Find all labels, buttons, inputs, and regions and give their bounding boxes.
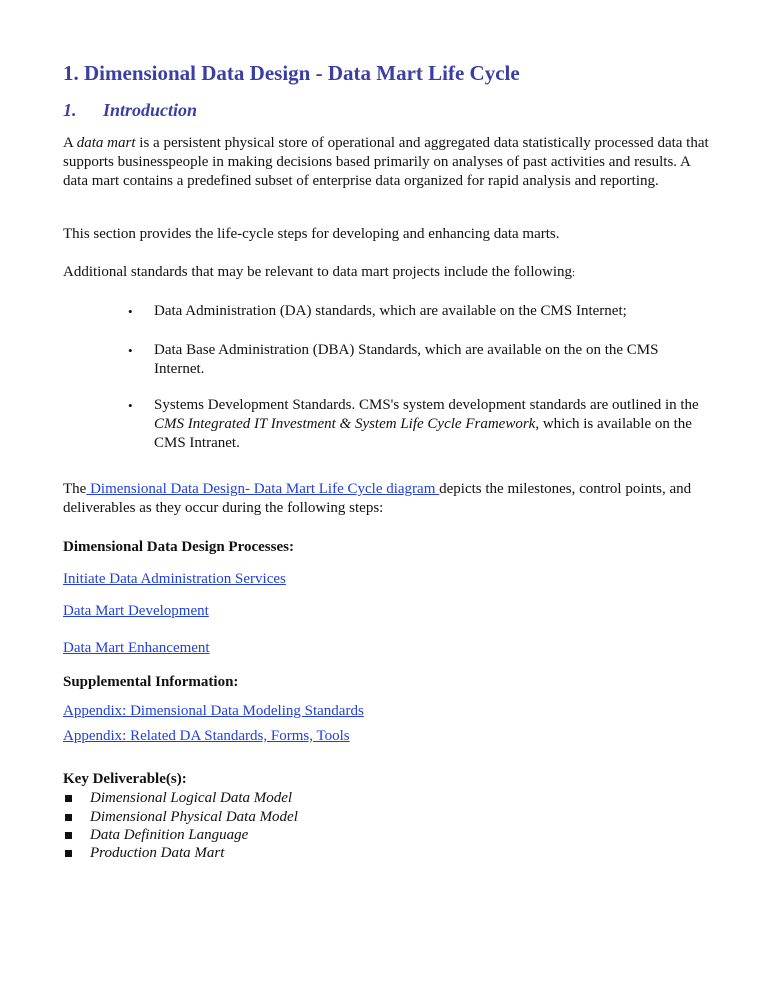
additional-standards-intro	[63, 263, 713, 283]
deliverable-item: Production Data Mart	[90, 845, 225, 861]
bullet-text-framework: CMS Integrated IT Investment & System Life Cycle Framework	[154, 416, 536, 432]
deliverable-item: Dimensional Physical Data Model	[90, 809, 298, 825]
deliverables-heading: Key Deliverable(s):	[63, 771, 187, 787]
intro-rest: is a persistent physical store of operational and aggregated data statistically processed data that supports businesspeople in making decisions based primarily on analyses of past activities and results. A data mart contains a predefined subset of enterprise data organized for rapid analysis and reporting.	[63, 135, 709, 189]
diagram-pre: The	[63, 481, 87, 497]
supplemental-heading: Supplemental Information:	[63, 674, 239, 690]
data-mart-development-link[interactable]: Data Mart Development	[63, 603, 209, 619]
bullet-text-pre: Systems Development Standards. CMS's system development standards are outlined in the	[154, 397, 699, 413]
additional-text: Additional standards that may be relevant to data mart projects include the following	[63, 264, 573, 280]
section-number: 1.	[63, 100, 77, 120]
diagram-link[interactable]: Dimensional Data Design- Data Mart Life Cycle diagram	[86, 481, 440, 497]
section-description: This section provides the life-cycle steps for developing and enhancing data marts.	[63, 226, 560, 242]
diagram-post: depicts the milestones, control points, and deliverables as they occur during the following steps:	[63, 481, 692, 516]
initiate-da-services-link[interactable]: Initiate Data Administration Services	[63, 571, 286, 587]
diagram-paragraph	[63, 480, 713, 518]
section-heading	[63, 100, 197, 121]
square-bullet-icon	[65, 850, 72, 857]
deliverable-item: Data Definition Language	[90, 827, 249, 843]
section-title: Introduction	[103, 100, 198, 120]
processes-heading: Dimensional Data Design Processes:	[63, 539, 294, 555]
bullet-text-post: , which is available on the CMS Intranet.	[154, 416, 692, 451]
bullet-icon: •	[128, 343, 133, 358]
intro-paragraph	[63, 134, 713, 191]
bullet-text: Data Base Administration (DBA) Standards, which are available on the on the CMS Internet.	[154, 342, 659, 377]
data-mart-enhancement-link[interactable]: Data Mart Enhancement	[63, 640, 210, 656]
bullet-icon: •	[128, 304, 133, 319]
page-title: 1. Dimensional Data Design - Data Mart Life Cycle	[63, 61, 520, 85]
additional-colon: :	[572, 267, 576, 279]
intro-term: data mart	[76, 135, 136, 151]
intro-prefix: A	[63, 135, 77, 151]
related-da-standards-link[interactable]: Appendix: Related DA Standards, Forms, Tools	[63, 728, 350, 744]
bullet-text	[154, 396, 704, 453]
square-bullet-icon	[65, 814, 72, 821]
square-bullet-icon	[65, 795, 72, 802]
bullet-text: Data Administration (DA) standards, which are available on the CMS Internet;	[154, 303, 627, 319]
deliverable-item: Dimensional Logical Data Model	[90, 790, 293, 806]
bullet-icon: •	[128, 398, 133, 413]
square-bullet-icon	[65, 832, 72, 839]
dimensional-modeling-standards-link[interactable]: Appendix: Dimensional Data Modeling Standards	[63, 703, 364, 719]
